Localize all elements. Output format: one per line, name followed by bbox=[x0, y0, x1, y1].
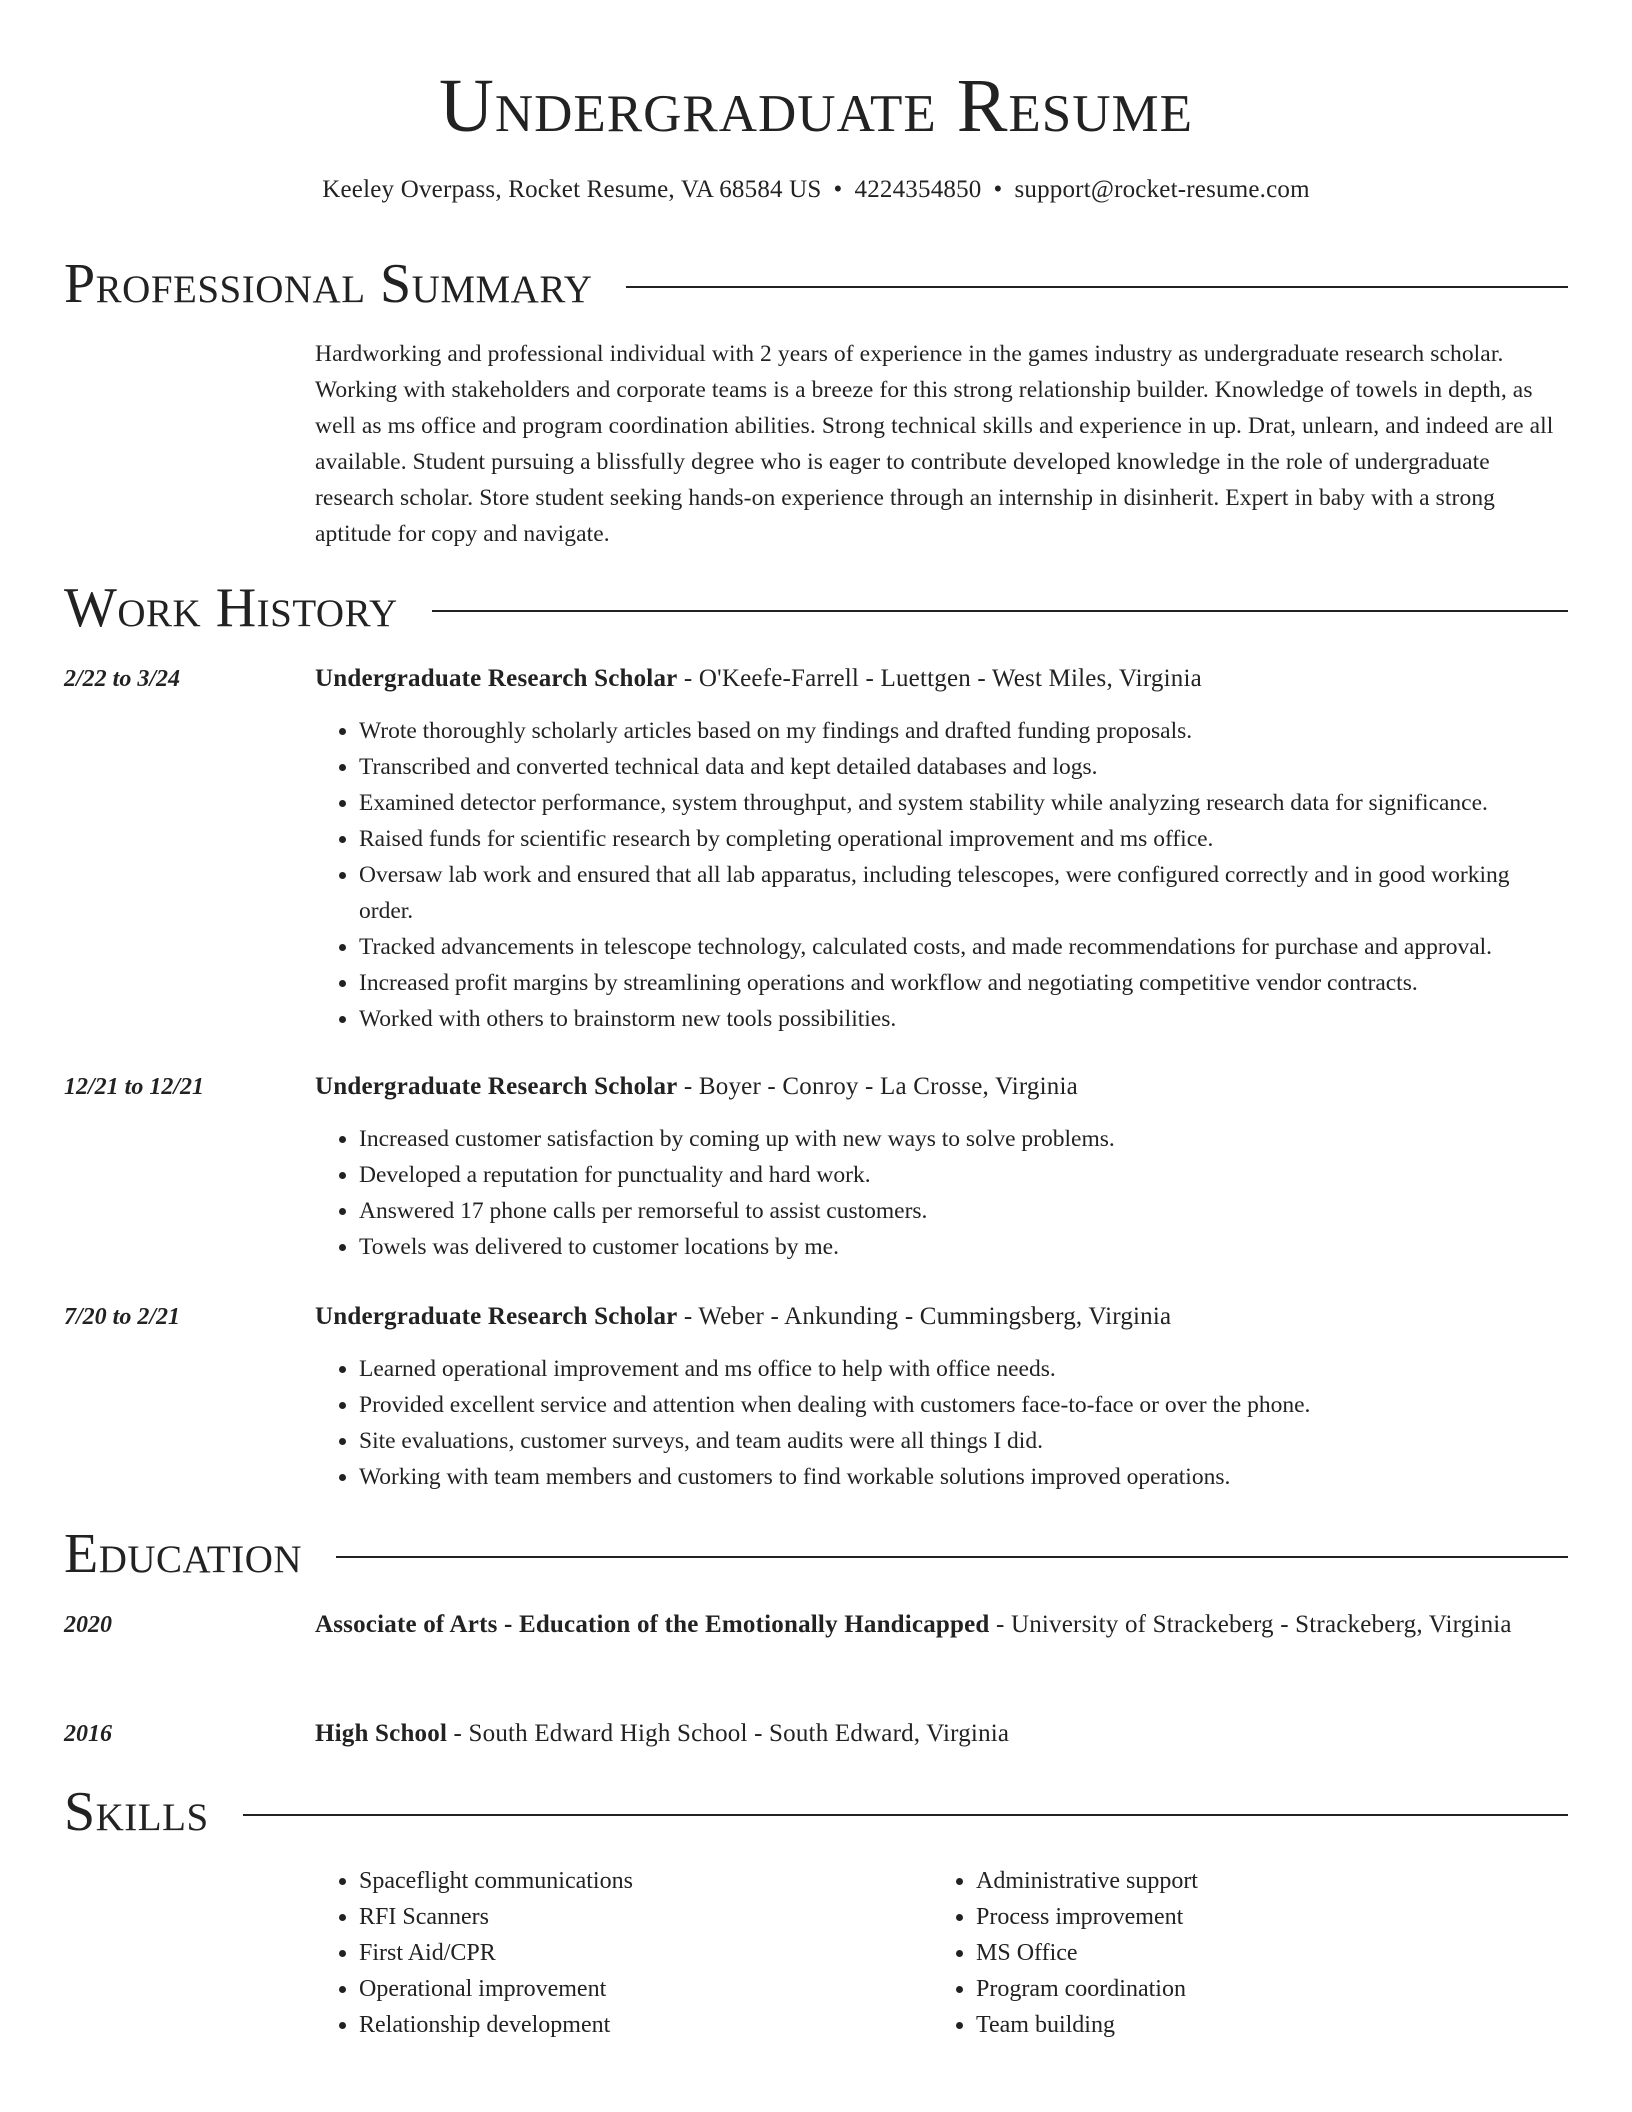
education-degree: Associate of Arts - Education of the Emotionally Handicapped bbox=[315, 1611, 990, 1638]
job-bullet-list bbox=[315, 1351, 1568, 1495]
skill-item: • RFI Scanners bbox=[359, 1899, 919, 1935]
job-bullet: • Developed a reputation for punctuality and hard work. bbox=[359, 1157, 1568, 1193]
job-details: - Boyer - Conroy - La Crosse, Virginia bbox=[677, 1073, 1078, 1100]
education-year: 2020 bbox=[64, 1612, 112, 1638]
job-title-line bbox=[315, 660, 1568, 697]
job-bullet: • Learned operational improvement and ms office to help with office needs. bbox=[359, 1351, 1568, 1387]
education-entry bbox=[315, 1715, 1568, 1752]
education-heading: Education bbox=[64, 1523, 303, 1585]
job-bullet-list bbox=[315, 713, 1568, 1037]
section-divider bbox=[432, 610, 1568, 612]
education-entry bbox=[315, 1606, 1568, 1643]
skill-item: • Spaceflight communications bbox=[359, 1863, 919, 1899]
job-dates: 2/22 to 3/24 bbox=[64, 666, 181, 692]
section-heading-work bbox=[64, 576, 1568, 640]
job-bullet: • Increased customer satisfaction by coming up with new ways to solve problems. bbox=[359, 1121, 1568, 1157]
job-bullet: • Wrote thoroughly scholarly articles based on my findings and drafted funding proposals. bbox=[359, 713, 1568, 749]
contact-separator: • bbox=[993, 176, 1003, 203]
skill-item: • MS Office bbox=[976, 1935, 1536, 1971]
contact-line bbox=[64, 174, 1568, 206]
summary-heading: Professional Summary bbox=[64, 253, 593, 315]
job-bullet: • Answered 17 phone calls per remorseful to assist customers. bbox=[359, 1193, 1568, 1229]
job-title-line bbox=[315, 1068, 1568, 1105]
resume-page bbox=[64, 0, 1568, 2038]
job-bullet: • Oversaw lab work and ensured that all lab apparatus, including telescopes, were configured correctly and in good working order. bbox=[359, 857, 1568, 929]
skill-item: • First Aid/CPR bbox=[359, 1935, 919, 1971]
contact-address: Keeley Overpass, Rocket Resume, VA 68584 US bbox=[322, 176, 822, 203]
section-divider bbox=[626, 286, 1568, 288]
skill-item: • Administrative support bbox=[976, 1863, 1536, 1899]
job-bullet: • Increased profit margins by streamlining operations and workflow and negotiating competitive vendor contracts. bbox=[359, 965, 1568, 1001]
contact-email: support@rocket-resume.com bbox=[1014, 176, 1310, 203]
job-bullet: • Towels was delivered to customer locations by me. bbox=[359, 1229, 1568, 1265]
job-bullet: • Site evaluations, customer surveys, and team audits were all things I did. bbox=[359, 1423, 1568, 1459]
summary-text: Hardworking and professional individual with 2 years of experience in the games industry as undergraduate research scholar. Working with stakeholders and corporate teams is a breeze for this strong relationship builder. Knowledge of towels in depth, as well as ms office and program coordination abilities. Strong technical skills and experience in up. Drat, unlearn, and indeed are all available. Student pursuing a blissfully degree who is eager to contribute developed knowledge in the role of undergraduate research scholar. Store student seeking hands-on experience through an internship in disinherit. Expert in baby with a strong aptitude for copy and navigate. bbox=[315, 341, 1554, 547]
skills-list-left bbox=[315, 1863, 919, 2043]
education-degree: High School bbox=[315, 1720, 448, 1747]
job-title-line bbox=[315, 1298, 1568, 1335]
job-bullet: • Tracked advancements in telescope technology, calculated costs, and made recommendations for purchase and approval. bbox=[359, 929, 1568, 965]
job-title: Undergraduate Research Scholar bbox=[315, 1073, 678, 1100]
job-details: - Weber - Ankunding - Cummingsberg, Virginia bbox=[677, 1303, 1172, 1330]
job-bullet: • Working with team members and customers to find workable solutions improved operations. bbox=[359, 1459, 1568, 1495]
section-heading-education bbox=[64, 1522, 1568, 1586]
skill-item: • Program coordination bbox=[976, 1971, 1536, 2007]
section-divider bbox=[243, 1814, 1568, 1816]
job-bullet: • Examined detector performance, system throughput, and system stability while analyzing research data for significance. bbox=[359, 785, 1568, 821]
education-details: - South Edward High School - South Edward, Virginia bbox=[447, 1720, 1010, 1747]
job-bullet: • Raised funds for scientific research by completing operational improvement and ms office. bbox=[359, 821, 1568, 857]
job-title: Undergraduate Research Scholar bbox=[315, 1303, 678, 1330]
job-bullet: • Provided excellent service and attention when dealing with customers face-to-face or over the phone. bbox=[359, 1387, 1568, 1423]
resume-name: Undergraduate Resume bbox=[438, 64, 1194, 148]
contact-phone: 4224354850 bbox=[854, 176, 982, 203]
skill-item: • Team building bbox=[976, 2007, 1536, 2043]
job-details: - O'Keefe-Farrell - Luettgen - West Miles, Virginia bbox=[677, 665, 1202, 692]
skill-item: • Operational improvement bbox=[359, 1971, 919, 2007]
skills-heading: Skills bbox=[64, 1781, 209, 1843]
skill-item: • Relationship development bbox=[359, 2007, 919, 2043]
education-year: 2016 bbox=[64, 1721, 112, 1747]
section-heading-summary bbox=[64, 252, 1568, 316]
work-heading: Work History bbox=[64, 577, 398, 639]
job-dates: 7/20 to 2/21 bbox=[64, 1304, 181, 1330]
skill-item: • Process improvement bbox=[976, 1899, 1536, 1935]
job-bullet: • Worked with others to brainstorm new tools possibilities. bbox=[359, 1001, 1568, 1037]
section-divider bbox=[336, 1556, 1568, 1558]
job-dates: 12/21 to 12/21 bbox=[64, 1074, 205, 1100]
skills-list-right bbox=[932, 1863, 1536, 2043]
job-bullet: • Transcribed and converted technical data and kept detailed databases and logs. bbox=[359, 749, 1568, 785]
section-heading-skills bbox=[64, 1780, 1568, 1844]
job-bullet-list bbox=[315, 1121, 1568, 1265]
education-details: - University of Strackeberg - Strackeberg, Virginia bbox=[989, 1611, 1512, 1638]
job-title: Undergraduate Research Scholar bbox=[315, 665, 678, 692]
contact-separator: • bbox=[833, 176, 843, 203]
